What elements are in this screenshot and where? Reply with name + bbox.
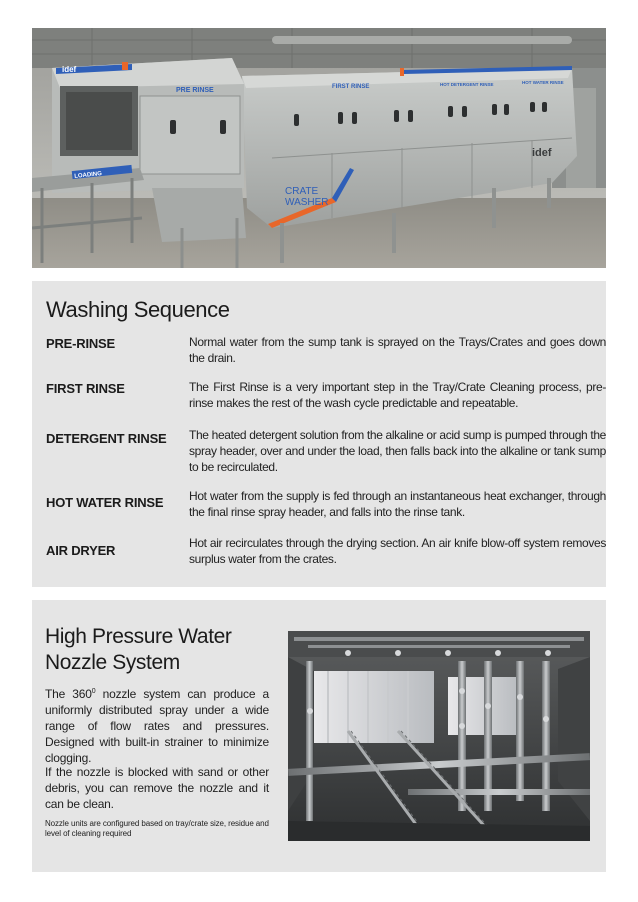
step-text: The heated detergent solution from the alkaline or acid sump is pumped through the spray header, over and under the load, then falls back into the alkaline or tank sump to be recirculated. [189, 428, 606, 474]
step-text: The First Rinse is a very important step in the Tray/Crate Cleaning process, pre-rinse makes the rest of the wash cycle predictable and repeatable. [189, 380, 606, 410]
step-label: DETERGENT RINSE [46, 431, 167, 446]
sign-loading: LOADING [74, 171, 103, 180]
sign-pre-rinse: PRE RINSE [176, 87, 214, 94]
sign-hot-water-rinse: HOT WATER RINSE [522, 80, 564, 85]
degree-superscript: 0 [91, 688, 96, 695]
nozzle-title-line1: High Pressure Water [45, 625, 232, 648]
crate-washer-photo [32, 28, 606, 268]
logo-washer: WASHER [285, 197, 329, 208]
nozzle-paragraph-2: If the nozzle is blocked with sand or other debris, you can remove the nozzle and it can be clean. [45, 765, 269, 811]
washing-sequence-title: Washing Sequence [46, 297, 230, 322]
step-text: Hot water from the supply is fed through an instantaneous heat exchanger, through the final rinse spray header, and falls into the rinse tank. [189, 489, 606, 519]
step-label: HOT WATER RINSE [46, 495, 164, 510]
nozzle-title-line2: Nozzle System [45, 651, 180, 674]
step-label: FIRST RINSE [46, 381, 125, 396]
nozzle-section-title [45, 624, 275, 676]
brand-logo-top: idef [62, 65, 77, 74]
washing-sequence-panel [32, 281, 606, 587]
logo-crate: CRATE [285, 186, 319, 197]
para1-rest: nozzle system can produce a uniformly distributed spray under a wide range of flow rates and pressures. Designed with built-in strainer to minimize clogging. [45, 687, 269, 765]
sign-first-rinse: FIRST RINSE [332, 84, 370, 90]
brand-logo-side: idef [532, 147, 552, 159]
step-text: Normal water from the sump tank is sprayed on the Trays/Crates and goes down the drain. [189, 335, 606, 365]
nozzle-footnote: Nozzle units are configured based on tray/crate size, residue and level of cleaning required [45, 819, 269, 838]
nozzle-paragraph-1 [45, 686, 269, 766]
step-text: Hot air recirculates through the drying section. An air knife blow-off system removes surplus water from the crates. [189, 536, 606, 566]
step-label: PRE-RINSE [46, 336, 115, 351]
step-label: AIR DRYER [46, 543, 116, 558]
sign-hot-detergent-rinse: HOT DETERGENT RINSE [440, 82, 494, 87]
para1-start: The 360 [45, 687, 92, 701]
nozzle-system-panel [32, 600, 606, 872]
nozzle-interior-photo [288, 631, 590, 841]
